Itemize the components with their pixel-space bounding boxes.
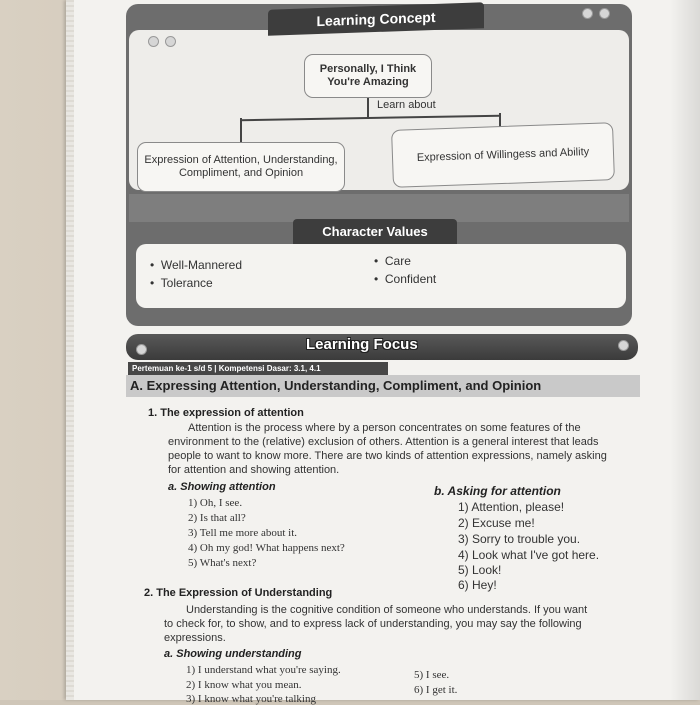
list-item: 2) I know what you mean. bbox=[186, 679, 302, 691]
dot-icon bbox=[165, 36, 176, 47]
dot-icon bbox=[136, 344, 147, 355]
list-item: 6) Hey! bbox=[458, 578, 497, 592]
paragraph-line: Understanding is the cognitive condition of someone who understands. If you want bbox=[186, 604, 588, 616]
list-item: 4) Oh my god! What happens next? bbox=[188, 542, 345, 554]
connector-label: Learn about bbox=[377, 99, 436, 111]
page-binding-edge bbox=[66, 0, 74, 700]
dot-icon bbox=[599, 8, 610, 19]
value-item: • Tolerance bbox=[150, 276, 213, 290]
list-item: 3) Sorry to trouble you. bbox=[458, 532, 581, 546]
attention-heading: 1. The expression of attention bbox=[148, 407, 304, 419]
understanding-heading: 2. The Expression of Understanding bbox=[144, 587, 333, 599]
window-dots-right bbox=[582, 8, 610, 19]
list-item: 1) Oh, I see. bbox=[188, 497, 243, 509]
paragraph-line: people to want to know more. There are two kinds of attention expressions, namely asking bbox=[168, 450, 607, 462]
list-item: 6) I get it. bbox=[414, 684, 458, 696]
paragraph-line: expressions. bbox=[164, 632, 226, 644]
connector-line bbox=[367, 98, 369, 118]
paragraph-line: for attention and showing attention. bbox=[168, 464, 340, 476]
character-values-title: Character Values bbox=[293, 219, 457, 245]
learning-concept-title: Learning Concept bbox=[268, 2, 484, 36]
list-item: 3) I know what you're talking bbox=[186, 693, 316, 705]
dot-icon bbox=[148, 36, 159, 47]
list-item: 1) I understand what you're saying. bbox=[186, 664, 341, 676]
showing-attention-title: a. Showing attention bbox=[168, 481, 276, 493]
center-concept-node: Personally, I Think You're Amazing bbox=[304, 54, 432, 98]
paragraph-line: to check for, to show, and to express lack of understanding, you may say the following bbox=[164, 618, 582, 630]
dot-icon bbox=[618, 340, 629, 351]
page-shadow bbox=[670, 0, 700, 700]
list-item: 2) Excuse me! bbox=[458, 516, 535, 530]
right-concept-node: Expression of Willingess and Ability bbox=[391, 122, 615, 188]
value-item: • Confident bbox=[374, 272, 437, 286]
section-title: A. Expressing Attention, Understanding, Compliment, and Opinion bbox=[130, 378, 542, 393]
list-item: 5) Look! bbox=[458, 563, 502, 577]
left-concept-node: Expression of Attention, Understanding, Compliment, and Opinion bbox=[137, 142, 345, 192]
meeting-meta: Pertemuan ke-1 s/d 5 | Kompetensi Dasar: 3.1, 4.1 bbox=[128, 362, 388, 375]
value-item: • Well-Mannered bbox=[150, 258, 243, 272]
concept-divider-band bbox=[129, 194, 629, 222]
list-item: 2) Is that all? bbox=[188, 512, 246, 524]
paragraph-line: environment to the (relative) exclusion of others. Attention is a general interest that leads bbox=[168, 436, 599, 448]
connector-line bbox=[240, 118, 242, 142]
list-item: 3) Tell me more about it. bbox=[188, 527, 298, 539]
dot-icon bbox=[582, 8, 593, 19]
learning-focus-title: Learning Focus bbox=[306, 336, 418, 353]
window-dots-left bbox=[148, 36, 176, 47]
value-item: • Care bbox=[374, 254, 411, 268]
paragraph-line: Attention is the process where by a person concentrates on some features of the bbox=[188, 422, 581, 434]
showing-understanding-title: a. Showing understanding bbox=[164, 648, 302, 660]
list-item: 4) Look what I've got here. bbox=[458, 548, 600, 562]
list-item: 5) What's next? bbox=[188, 557, 257, 569]
asking-attention-title: b. Asking for attention bbox=[434, 484, 561, 498]
list-item: 5) I see. bbox=[414, 669, 450, 681]
list-item: 1) Attention, please! bbox=[458, 500, 565, 514]
